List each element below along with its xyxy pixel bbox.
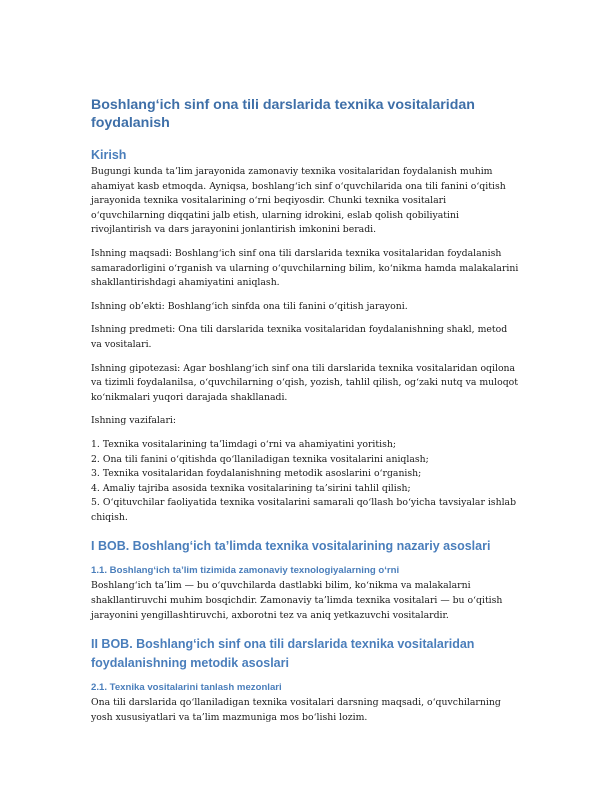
chapter-1-heading: I BOB. Boshlang‘ich ta’limda texnika vositalarining nazariy asoslari <box>91 539 491 554</box>
hypothesis-paragraph: Ishning gipotezasi: Agar boshlang‘ich sinf ona tili darslarida texnika vositalaridan oqilona va tizimli foydalanilsa, o‘quvchilarning o‘qish, yozish, tahlil qilish, og‘zaki nutq va muloqot ko‘nikmalari yuqori darajada shakllanadi. <box>91 362 518 403</box>
tasks-label: Ishning vazifalari: <box>91 415 177 427</box>
section-1-1-text: Boshlang‘ich ta’lim — bu o‘quvchilarda dastlabki bilim, ko‘nikma va malakalarni shakllantiruvchi muhim bosqichdir. Zamonaviy ta’limda texnika vositalari — bu o‘qitish jarayonini yengillashtiruvchi, axborotni tez va aniq yetkazuvchi vositalardir. <box>91 580 503 621</box>
goal-paragraph: Ishning maqsadi: Boshlang‘ich sinf ona tili darslarida texnika vositalaridan foydalanish samaradorligini o‘rganish va ularning o‘quvchilarning bilim, ko‘nikma hamda malakalarini shakllantirishdagi ahamiyatini aniqlash. <box>91 247 519 289</box>
list-item: 5. O‘qituvchilar faoliyatida texnika vositalarini samarali qo‘llash bo‘yicha tavsiyalar ishlab chiqish. <box>91 497 517 523</box>
section-2-1-text: Ona tili darslarida qo‘llaniladigan texnika vositalari darsning maqsadi, o‘quvchilarning yosh xususiyatlari va ta’lim mazmuniga mos bo‘lishi lozim. <box>91 697 501 723</box>
section-1-1-heading: 1.1. Boshlang‘ich ta’lim tizimida zamonaviy texnologiyalarning o‘rni <box>91 565 400 577</box>
list-item: 3. Texnika vositalaridan foydalanishning metodik asoslarini o‘rganish; <box>91 468 422 480</box>
document-title: Boshlang‘ich sinf ona tili darslarida texnika vositalaridan foydalanish <box>91 97 475 131</box>
intro-paragraph: Bugungi kunda ta’lim jarayonida zamonaviy texnika vositalaridan foydalanish muhim ahamiyat kasb etmoqda. Ayniqsa, boshlang‘ich sinf o‘quvchilarida ona tili fanini o‘qitish jarayonida texnika vositalarining o‘rni beqiyosdir. Chunki texnika vositalari o‘quvchilarning diqqatini jalb etish, ularning idrokini, eslab qolish qobiliyatini rivojlantirish va dars jarayonini jonlantirish imkonini beradi. <box>91 166 506 236</box>
chapter-2-heading: II BOB. Boshlang‘ich sinf ona tili darslarida texnika vositalaridan foydalanishning metodik asoslari <box>91 637 475 671</box>
subject-paragraph: Ishning predmeti: Ona tili darslarida texnika vositalaridan foydalanishning shakl, metod va vositalari. <box>91 324 508 350</box>
list-item: 4. Amaliy tajriba asosida texnika vositalarining ta’sirini tahlil qilish; <box>91 482 411 494</box>
heading-kirish: Kirish <box>91 148 127 162</box>
object-paragraph: Ishning ob’ekti: Boshlang‘ich sinfda ona tili fanini o‘qitish jarayoni. <box>91 300 408 312</box>
section-2-1-heading: 2.1. Texnika vositalarini tanlash mezonlari <box>91 682 282 694</box>
list-item: 1. Texnika vositalarining ta’limdagi o‘rni va ahamiyatini yoritish; <box>91 438 396 450</box>
list-item: 2. Ona tili fanini o‘qitishda qo‘llaniladigan texnika vositalarini aniqlash; <box>91 453 429 465</box>
tasks-list <box>91 438 520 526</box>
